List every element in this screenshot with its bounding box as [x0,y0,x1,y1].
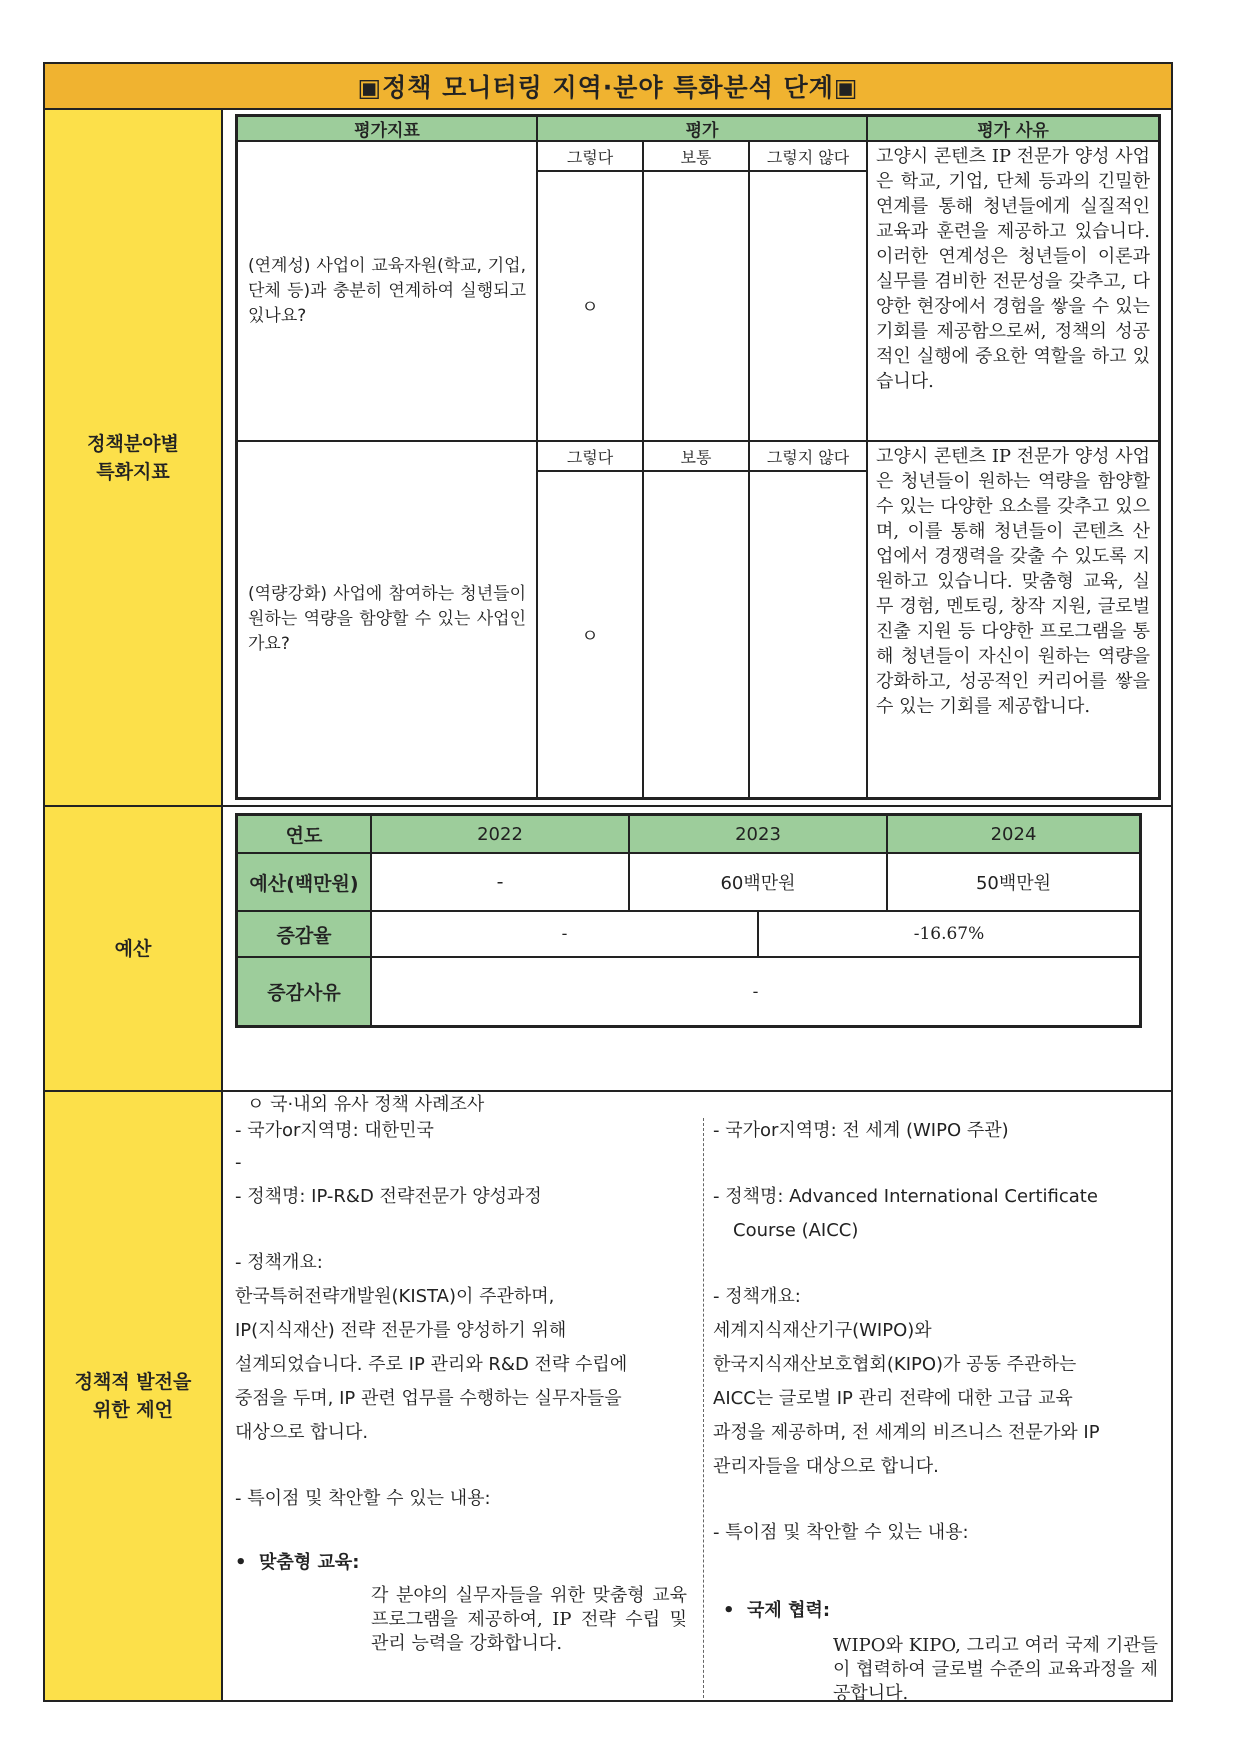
left-overview-line: 한국특허전략개발원(KISTA)이 주관하며, [235,1286,555,1307]
left-overview-line: 중점을 두며, IP 관련 업무를 수행하는 실무자들을 [235,1388,622,1409]
evaluation-table [235,114,1161,800]
policy-form [43,62,1173,1702]
indicator-cell [237,141,537,441]
right-overview-line: 한국지식재산보호협회(KIPO)가 공동 주관하는 [713,1354,1077,1375]
reason-cell [867,441,1159,798]
left-policy-name: - 정책명: IP-R&D 전략전문가 양성과정 [235,1186,542,1207]
right-bullet [723,1594,830,1627]
page-title: ▣정책 모니터링 지역·분야 특화분석 단계▣ [45,64,1171,110]
column-divider [703,1118,704,1698]
indicators-label-text: 정책분야별 특화지표 [87,432,179,483]
left-bullet [235,1546,359,1579]
budget-label-text: 예산 [114,937,152,960]
header-reason: 평가 사유 [867,116,1159,141]
right-policy-name: - 정책명: Advanced International Certificate [713,1186,1098,1207]
change-reason-value: - [371,957,1140,1026]
mark-no[interactable] [749,471,867,798]
right-overview-line: 과정을 제공하며, 전 세계의 비즈니스 전문가와 IP [713,1422,1100,1443]
indicator-text: (연계성) 사업이 교육자원(학교, 기업, 단체 등)과 충분히 연계하여 실행되고 있나요? [248,255,526,326]
bullet-icon: • [235,1552,260,1573]
change-reason-label: 증감사유 [237,957,371,1026]
reason-text: 고양시 콘텐츠 IP 전문가 양성 사업은 청년들이 원하는 역량을 함양할 수 있는 다양한 요소를 갖추고 있으며, 이를 통해 청년들이 콘텐츠 산업에서 경쟁력을 갖출 수 있도록 지원하고 있습니다. 맞춤형 교육, 실무 경험, 멘토링, 창작 지원, 글로벌 진출 지원 등 다양한 프로그램을 통해 청년들이 자신이 원하는 역량을 강화하고, 성공적인 커리어를 쌓을 수 있는 기회를 제공합니다. [876,446,1150,717]
budget-table [235,813,1142,1028]
left-feature-label: - 특이점 및 착안할 수 있는 내용: [235,1488,491,1509]
choice-neutral: 보통 [643,441,749,471]
budget-2022: - [371,853,629,911]
right-overview-line: 관리자들을 대상으로 합니다. [713,1456,939,1477]
right-overview-label: - 정책개요: [713,1286,801,1307]
indicator-cell [237,441,537,798]
budget-section-label [45,807,223,1090]
choice-yes: 그렇다 [537,141,643,171]
header-indicator: 평가지표 [237,116,537,141]
right-bullet-text: WIPO와 KIPO, 그리고 여러 국제 기관들이 협력하여 글로벌 수준의 교육과정을 제공합니다. [833,1635,1158,1704]
mark-yes[interactable]: ㅇ [537,471,643,798]
right-policy-name-cont: Course (AICC) [733,1220,859,1241]
budget-2023: 60백만원 [629,853,887,911]
mark-neutral[interactable] [643,171,749,441]
indicator-text: (역량강화) 사업에 참여하는 청년들이 원하는 역량을 함양할 수 있는 사업인가요? [248,584,526,654]
choice-neutral: 보통 [643,141,749,171]
year-2023: 2023 [629,815,887,853]
choice-no: 그렇지 않다 [749,141,867,171]
rate-2024: -16.67% [758,911,1140,957]
mark-neutral[interactable] [643,471,749,798]
header-evaluation: 평가 [537,116,867,141]
proposal-content [225,1092,1171,1704]
left-overview-line: 설계되었습니다. 주로 IP 관리와 R&D 전략 수립에 [235,1354,628,1375]
right-country: - 국가or지역명: 전 세계 (WIPO 주관) [713,1120,1009,1141]
left-bullet-title: 맞춤형 교육: [259,1552,360,1573]
right-feature-label: - 특이점 및 착안할 수 있는 내용: [713,1522,969,1543]
indicators-section-label [45,110,223,805]
left-overview-line: 대상으로 합니다. [235,1422,369,1443]
right-overview-line: 세계지식재산기구(WIPO)와 [713,1320,932,1341]
budget-2024: 50백만원 [887,853,1140,911]
reason-text: 고양시 콘텐츠 IP 전문가 양성 사업은 학교, 기업, 단체 등과의 긴밀한 연계를 통해 청년들에게 실질적인 교육과 훈련을 제공하고 있습니다. 이러한 연계성은 청년들이 이론과 실무를 겸비한 전문성을 갖추고, 다양한 현장에서 경험을 쌓을 수 있는 기회를 제공함으로써, 정책의 성공적인 실행에 중요한 역할을 하고 있습니다. [876,146,1150,392]
year-label: 연도 [237,815,371,853]
year-2022: 2022 [371,815,629,853]
choice-no: 그렇지 않다 [749,441,867,471]
left-overview-line: IP(지식재산) 전략 전문가를 양성하기 위해 [235,1320,567,1341]
mark-no[interactable] [749,171,867,441]
proposal-label-text: 정책적 발전을 위한 제언 [74,1371,192,1421]
left-country: - 국가or지역명: 대한민국 [235,1120,434,1141]
mark-yes[interactable]: ㅇ [537,171,643,441]
rate-2023: - [371,911,758,957]
right-bullet-title: 국제 협력: [747,1600,831,1621]
left-dash: - [235,1152,242,1173]
left-bullet-text: 각 분야의 실무자들을 위한 맞춤형 교육 프로그램을 제공하여, IP 전략 수립 및 관리 능력을 강화합니다. [371,1585,687,1654]
reason-cell [867,141,1159,441]
right-overview-line: AICC는 글로벌 IP 관리 전략에 대한 고급 교육 [713,1388,1073,1409]
left-overview-label: - 정책개요: [235,1252,323,1273]
bullet-icon: • [723,1600,748,1621]
survey-heading: ㅇ 국·내외 유사 정책 사례조사 [247,1094,485,1115]
budget-label: 예산(백만원) [237,853,371,911]
year-2024: 2024 [887,815,1140,853]
choice-yes: 그렇다 [537,441,643,471]
proposal-section-label [45,1092,223,1700]
rate-label: 증감율 [237,911,371,957]
